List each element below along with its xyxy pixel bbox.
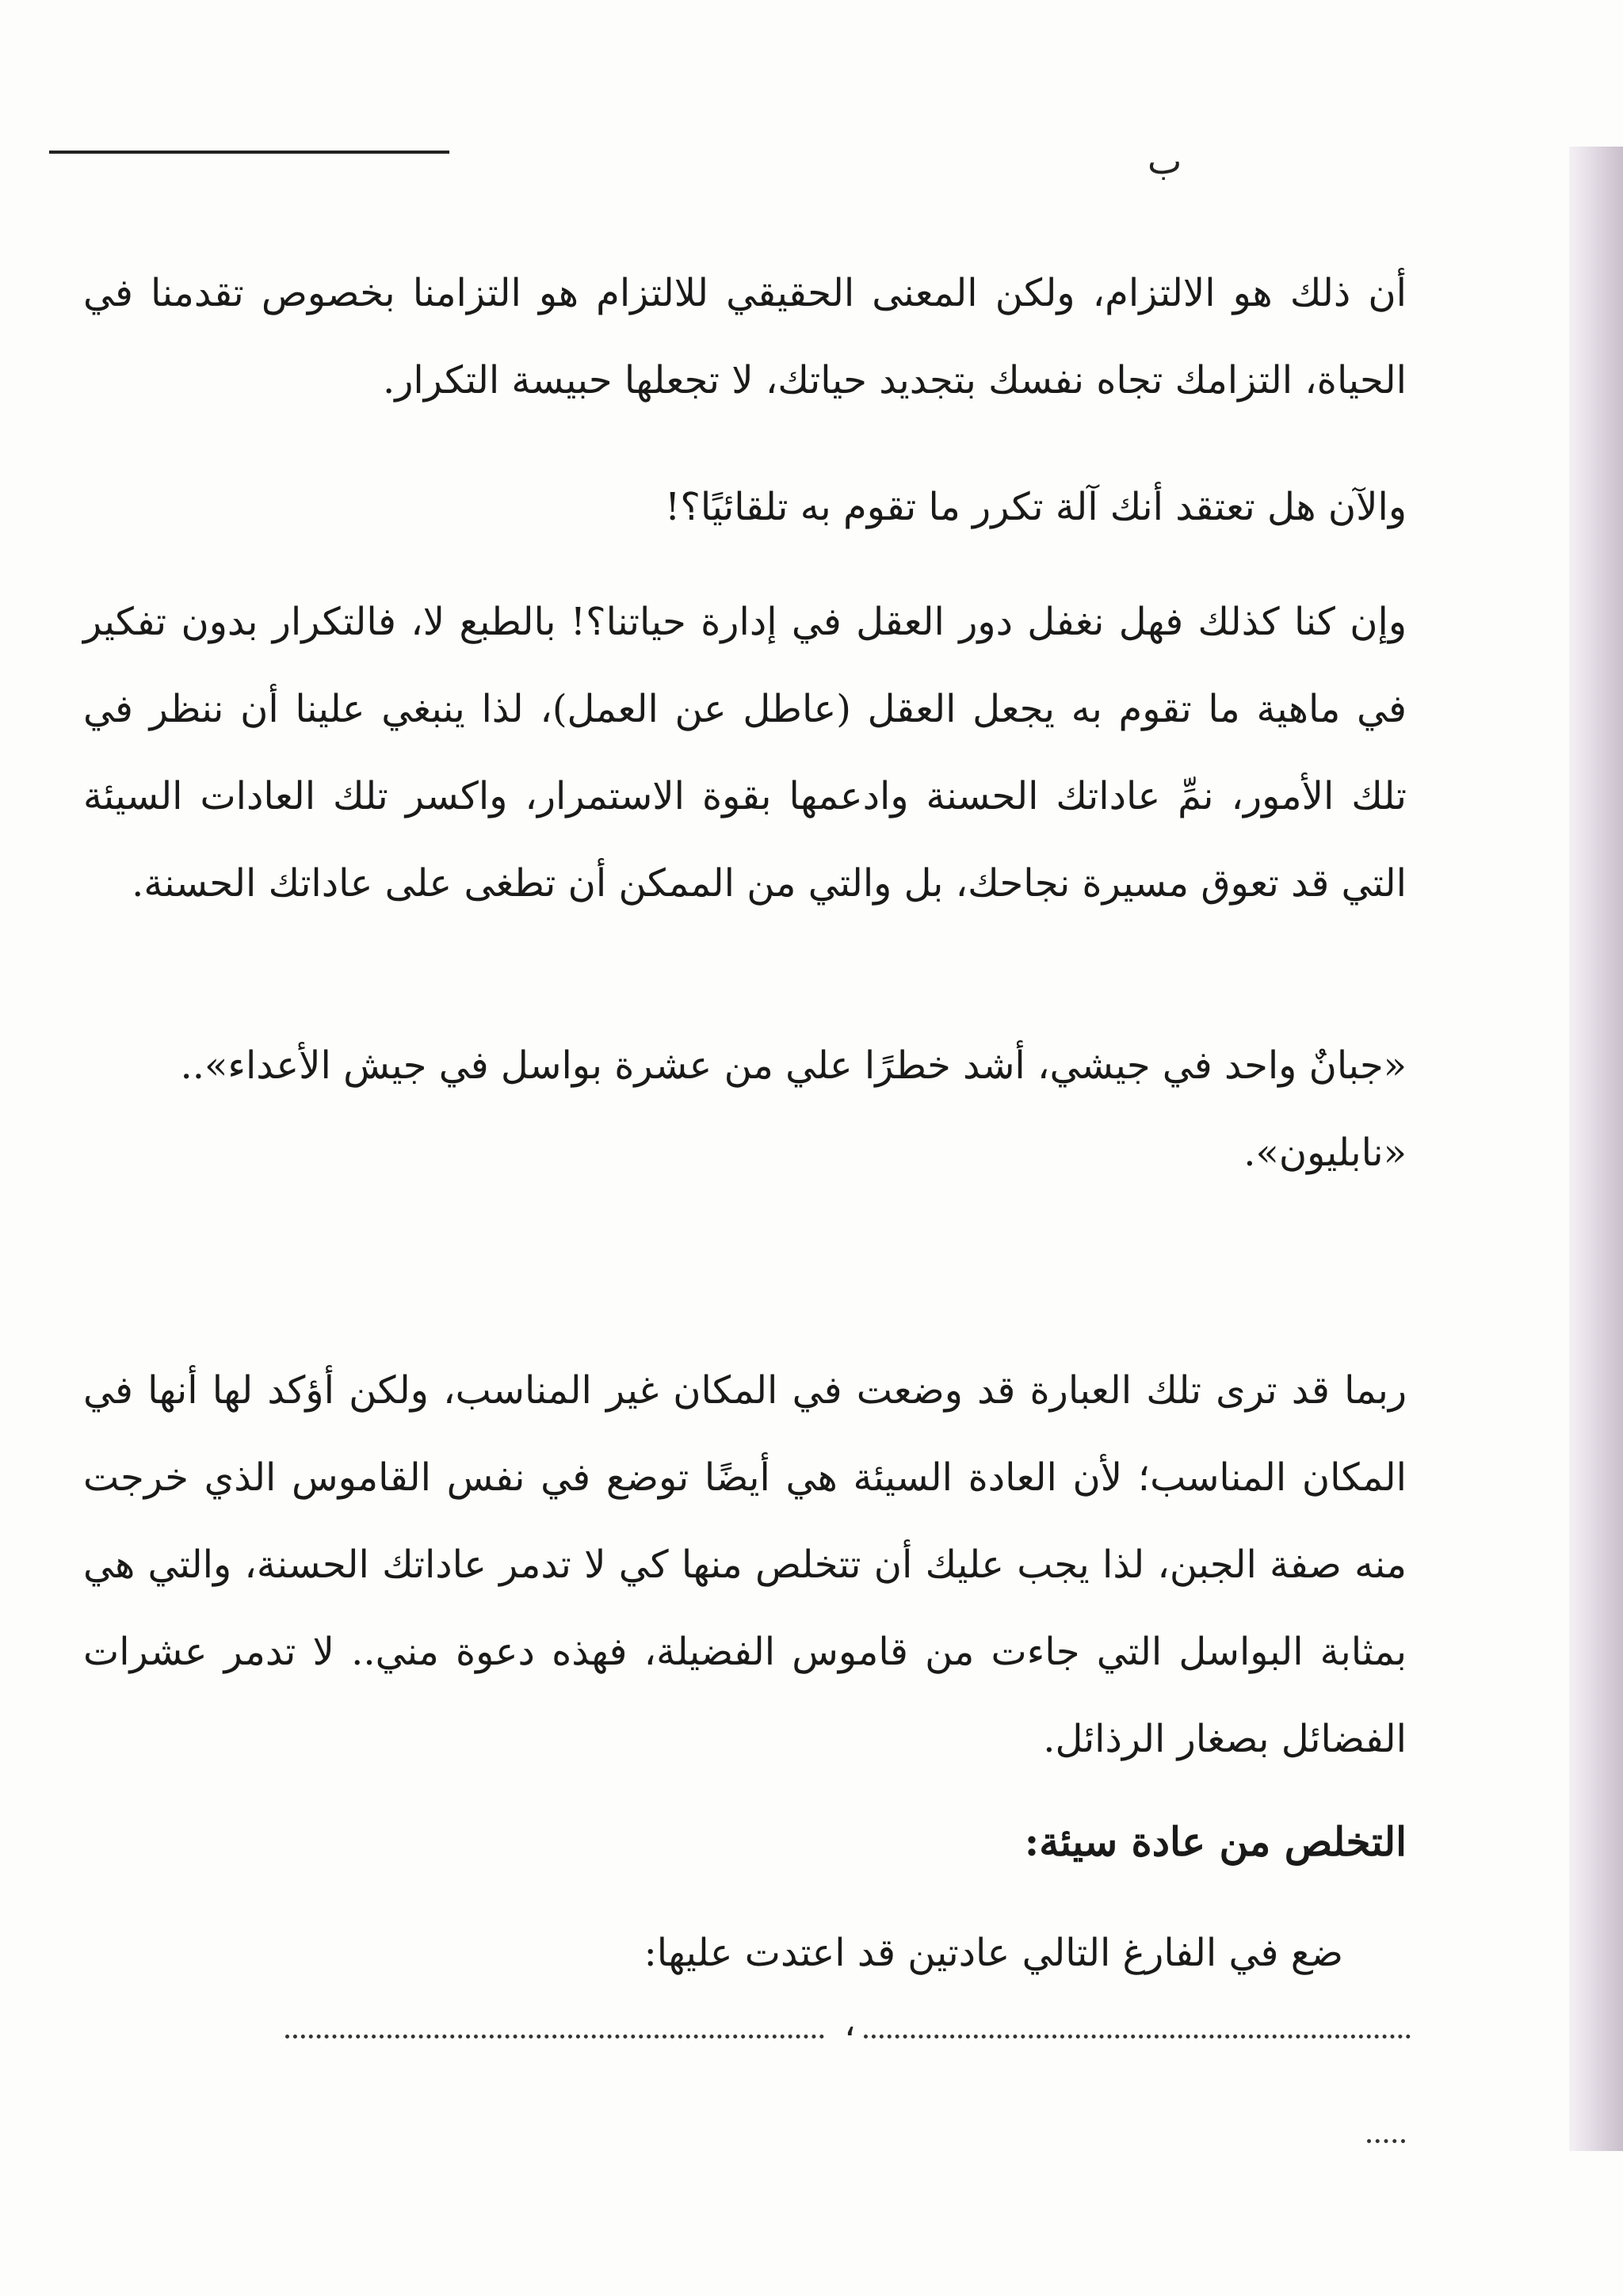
paragraph-mind-role (83, 578, 1407, 927)
quote-text: «جبانٌ واحد في جيشي، أشد خطرًا علي من عشرة بواسل في جيش الأعداء».. (180, 1043, 1407, 1088)
quote-author: «نابليون». (1243, 1131, 1407, 1175)
answer-fill-line (285, 2001, 1411, 2044)
exercise-instruction (83, 1909, 1407, 1997)
paragraph-question (83, 463, 1407, 551)
section-heading (83, 1798, 1407, 1886)
paragraph-text: ربما قد ترى تلك العبارة قد وضعت في المكان غير المناسب، ولكن أؤكد لها أنها في المكان المناسب؛ لأن العادة السيئة هي أيضًا توضع في نفس القاموس الذي خرجت منه صفة الجبن، لذا يجب عليك أن تتخلص منها كي لا تدمر عاداتك الحسنة، والتي هي بمثابة البواسل التي جاءت من قاموس الفضيلة، فهذه دعوة مني.. لا تدمر عشرات الفضائل بصغار الرذائل. (83, 1368, 1407, 1761)
page-edge-shadow (1569, 147, 1623, 2151)
header-rule (49, 151, 449, 154)
header-mark: ب (1148, 139, 1182, 182)
continuation-dots (1367, 2139, 1405, 2143)
paragraph-text: والآن هل تعتقد أنك آلة تكرر ما تقوم به تلقائيًا؟! (665, 485, 1407, 529)
answer-blank-1 (864, 2035, 1411, 2039)
paragraph-explanation (83, 1347, 1407, 1783)
paragraph-text: أن ذلك هو الالتزام، ولكن المعنى الحقيقي للالتزام هو التزامنا بخصوص تقدمنا في الحياة، التزامك تجاه نفسك بتجديد حياتك، لا تجعلها حبيسة التكرار. (83, 271, 1407, 402)
section-heading-text: التخلص من عادة سيئة: (1024, 1818, 1407, 1865)
answer-separator: ، (844, 2001, 856, 2044)
answer-blank-2 (285, 2035, 824, 2039)
napoleon-quote (83, 1022, 1407, 1196)
paragraph-commitment (83, 250, 1407, 424)
instruction-text: ضع في الفارغ التالي عادتين قد اعتدت عليها: (643, 1931, 1343, 1975)
paragraph-text: وإن كنا كذلك فهل نغفل دور العقل في إدارة حياتنا؟! بالطبع لا، فالتكرار بدون تفكير في ماهية ما تقوم به يجعل العقل (عاطل عن العمل)، لذا ينبغي علينا أن ننظر في تلك الأمور، نمِّ عاداتك الحسنة وادعمها بقوة الاستمرار، واكسر تلك العادات السيئة التي قد تعوق مسيرة نجاحك، بل والتي من الممكن أن تطغى على عاداتك الحسنة. (83, 600, 1407, 906)
